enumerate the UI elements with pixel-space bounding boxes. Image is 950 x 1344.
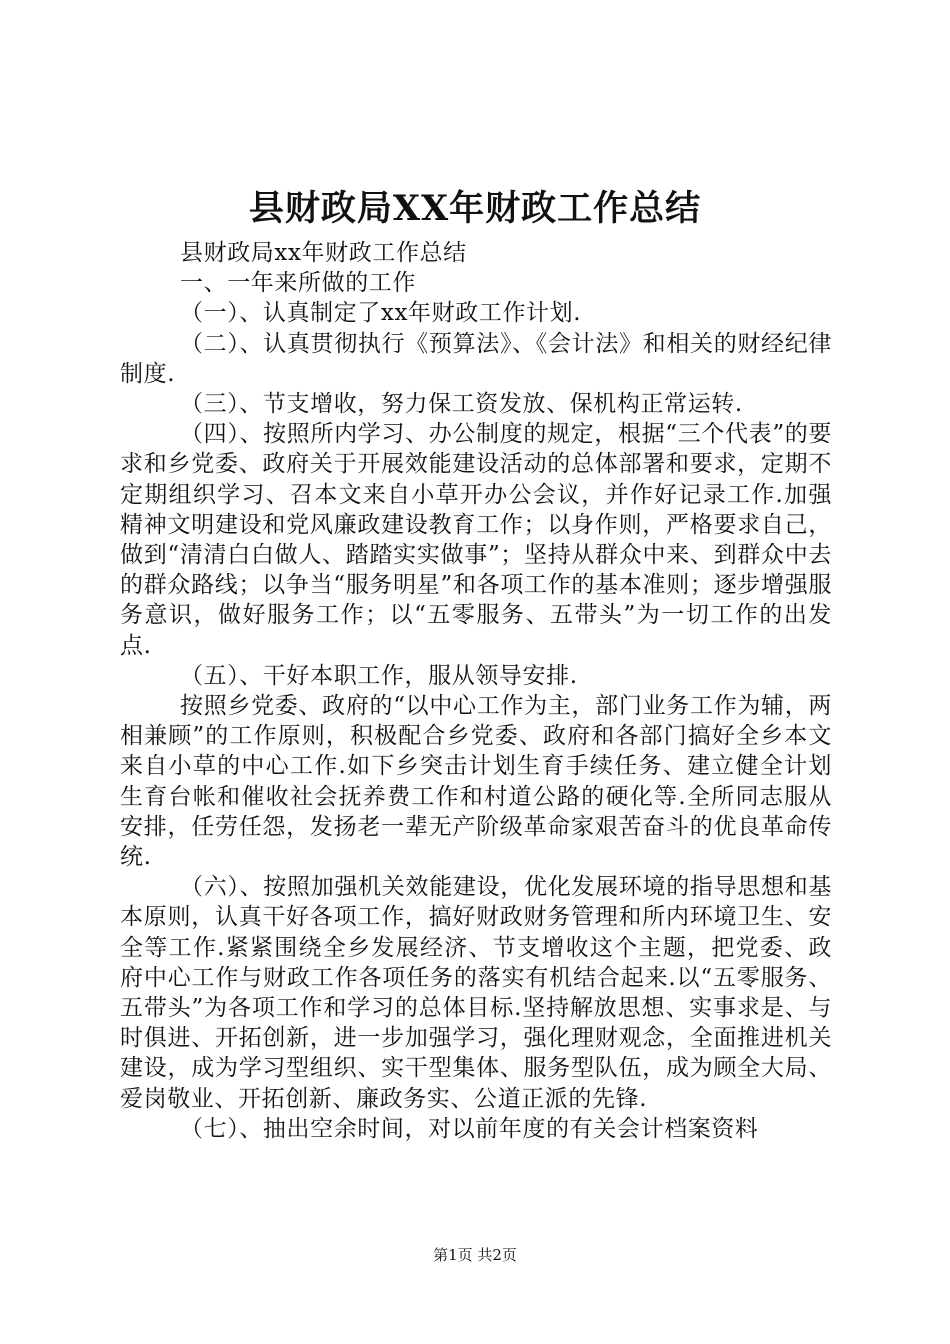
paragraph-item-4: （四）、按照所内学习、办公制度的规定，根据“三个代表”的要求和乡党委、政府关于开展效能建设活动的总体部署和要求，定期不定期组织学习、召本文来自小草开办公会议，并作好记录工作.加强精神文明建设和党风廉政建设教育工作；以身作则，严格要求自己，做到“清清白白做人、踏踏实实做事”；坚持从群众中来、到群众中去的群众路线；以争当“服务明星”和各项工作的基本准则；逐步增强服务意识，做好服务工作；以“五零服务、五带头”为一切工作的出发点. xyxy=(120,421,832,659)
paragraph-subtitle: 县财政局xx年财政工作总结 xyxy=(180,240,467,266)
paragraph-item-6: （六）、按照加强机关效能建设，优化发展环境的指导思想和基本原则，认真干好各项工作，搞好财政财务管理和所内环境卫生、安全等工作.紧紧围绕全乡发展经济、节支增收这个主题，把党委、政府中心工作与财政工作各项任务的落实有机结合起来.以“五零服务、五带头”为各项工作和学习的总体目标.坚持解放思想、实事求是、与时俱进、开拓创新，进一步加强学习，强化理财观念，全面推进机关建设，成为学习型组织、实干型集体、服务型队伍，成为顾全大局、爱岗敬业、开拓创新、廉政务实、公道正派的先锋. xyxy=(120,874,832,1112)
paragraph-item-5-detail: 按照乡党委、政府的“以中心工作为主，部门业务工作为辅，两相兼顾”的工作原则，积极配合乡党委、政府和各部门搞好全乡本文来自小草的中心工作.如下乡突击计划生育手续任务、建立健全计划生育台帐和催收社会抚养费工作和村道公路的硬化等.全所同志服从安排，任劳任怨，发扬老一辈无产阶级革命家艰苦奋斗的优良革命传统. xyxy=(120,693,832,871)
paragraph-item-7: （七）、抽出空余时间，对以前年度的有关会计档案资料 xyxy=(180,1115,759,1142)
paragraph-item-5: （五）、干好本职工作，服从领导安排. xyxy=(180,662,578,689)
paragraph-item-3: （三）、节支增收，努力保工资发放、保机构正常运转. xyxy=(180,391,743,418)
page-footer: 第1页 共2页 xyxy=(433,1246,517,1264)
paragraph-item-2: （二）、认真贯彻执行《预算法》、《会计法》和相关的财经纪律制度. xyxy=(120,330,832,387)
paragraph-section-heading: 一、一年来所做的工作 xyxy=(180,270,416,297)
document-title: 县财政局XX年财政工作总结 xyxy=(248,188,702,229)
paragraph-item-1: （一）、认真制定了xx年财政工作计划. xyxy=(180,300,582,327)
document-body xyxy=(120,238,832,1144)
